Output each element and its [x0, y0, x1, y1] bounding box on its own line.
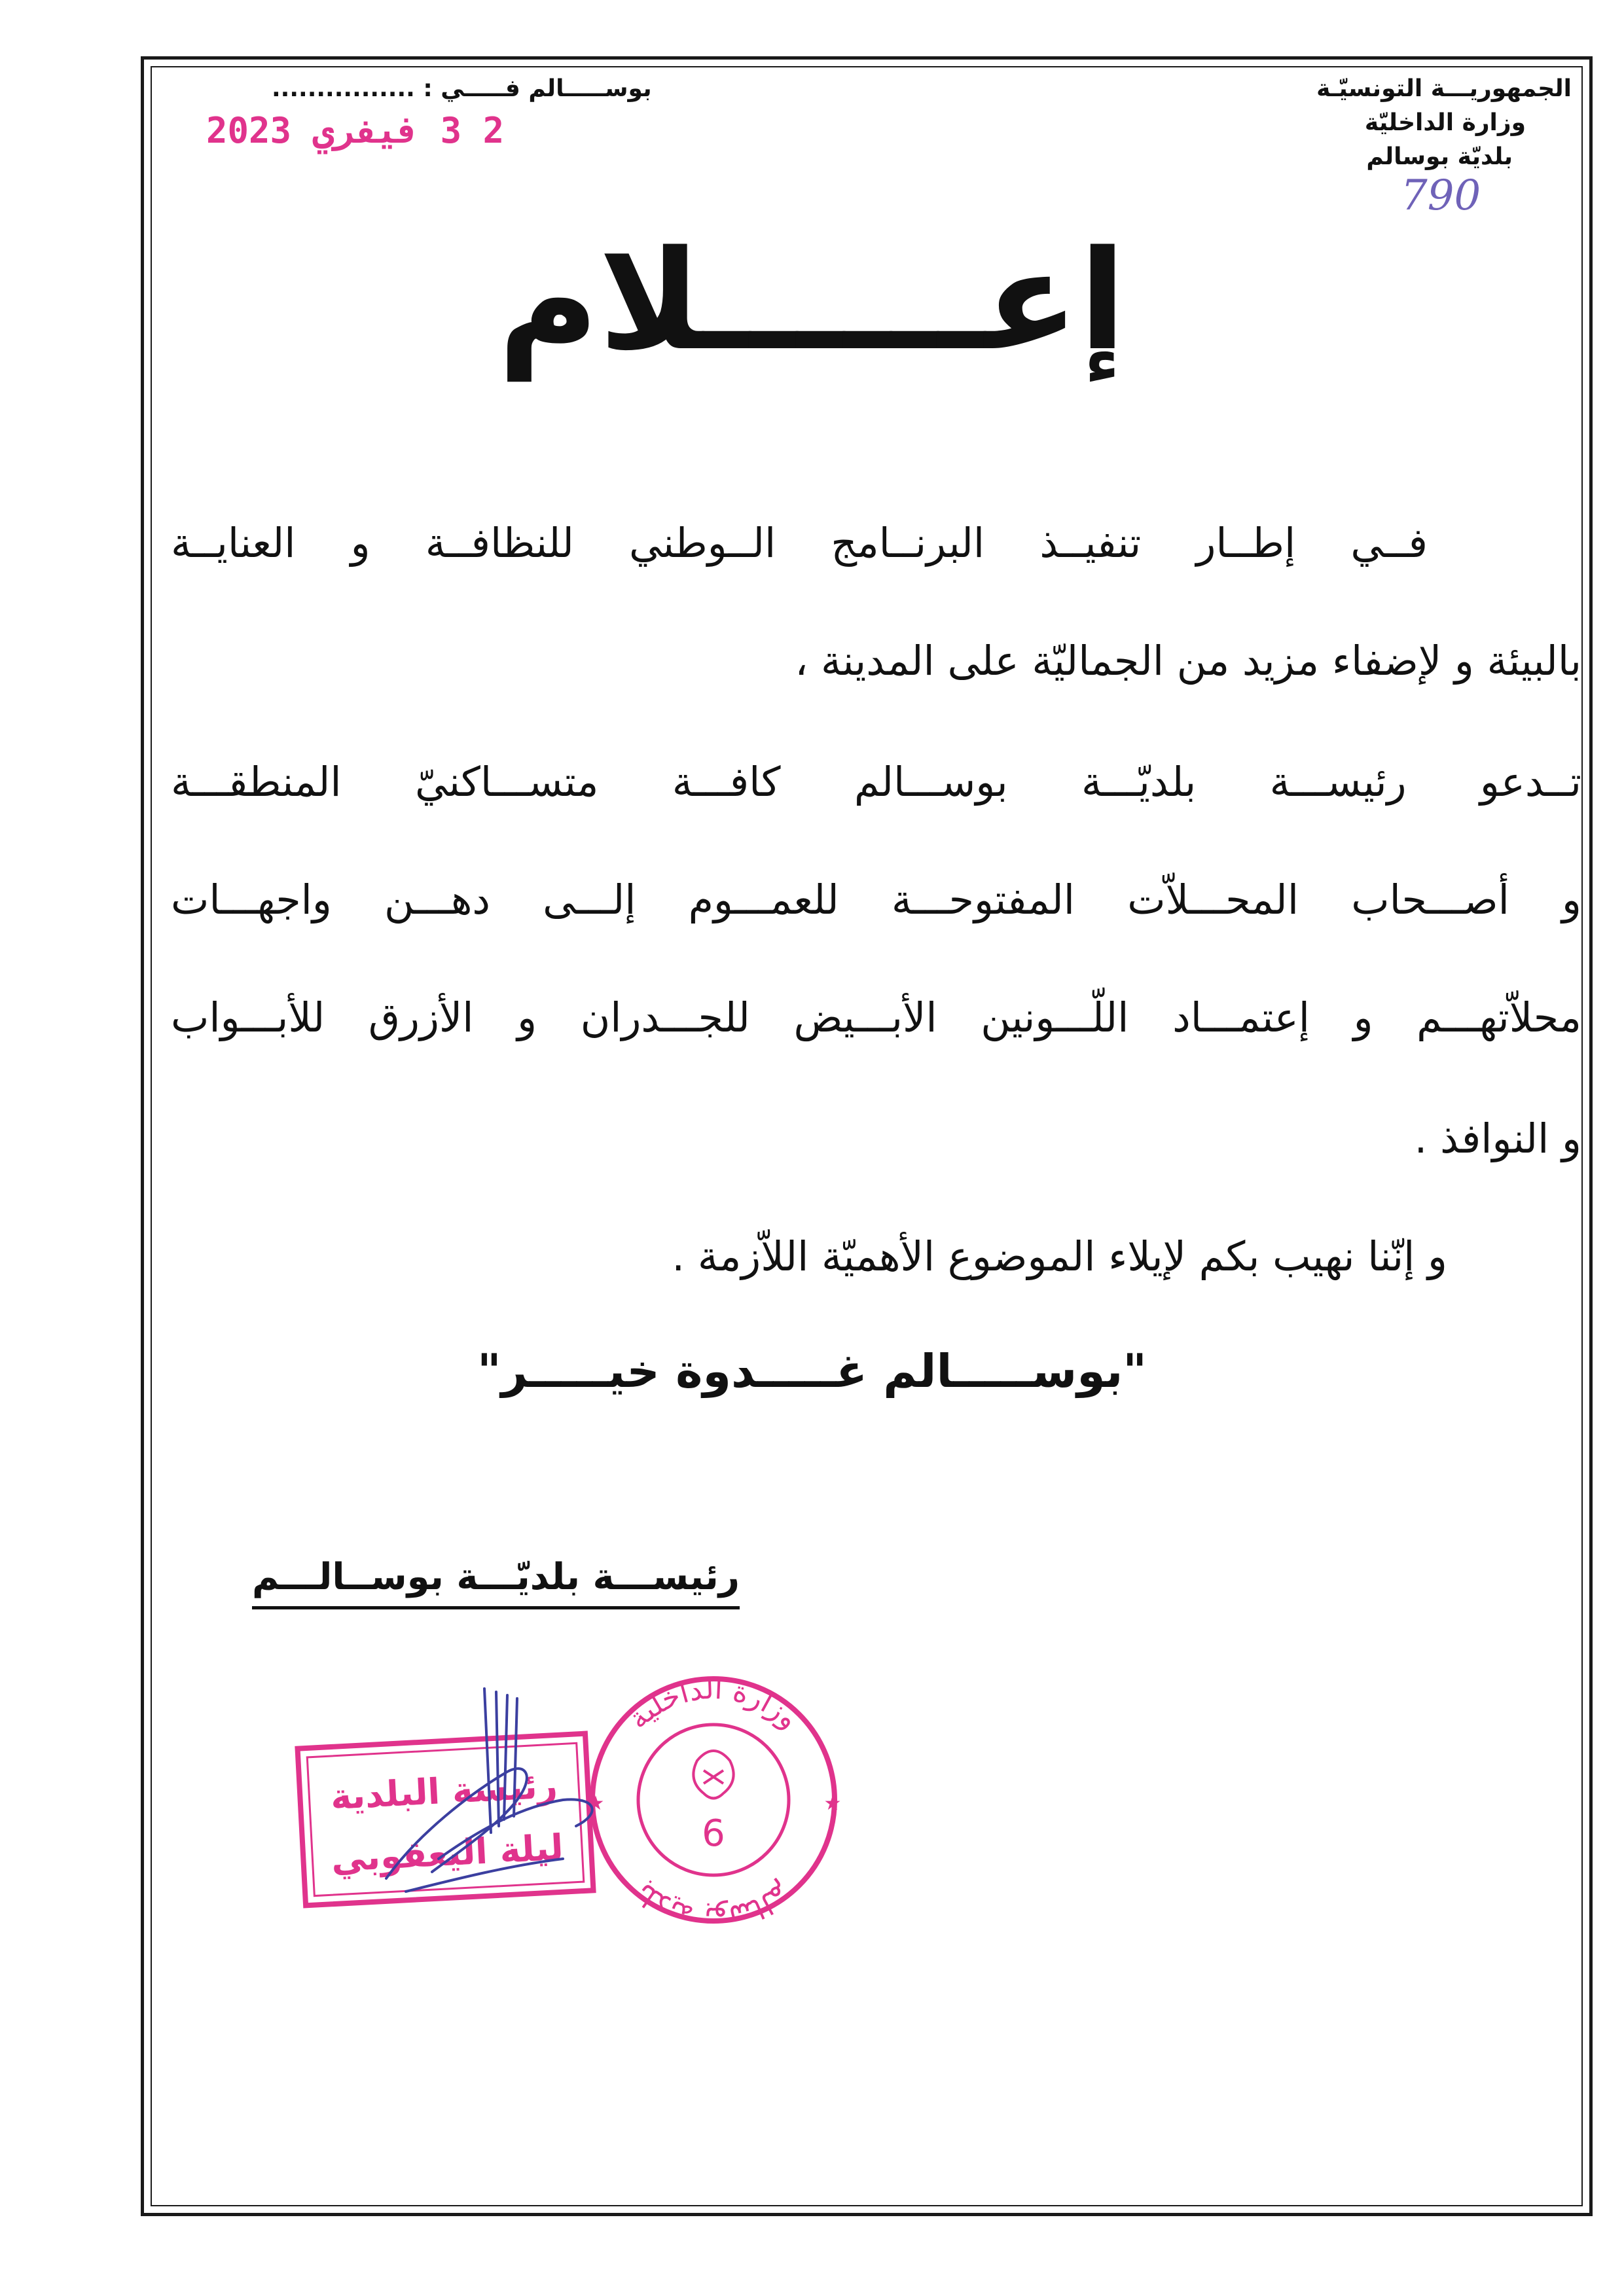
svg-text:بلدية بوسالم	[628, 1876, 797, 1935]
slogan: "بوســـــالم غـــــدوة خيـــــر"	[477, 1344, 1147, 1398]
official-stamps	[288, 1662, 864, 1964]
body-line-5: محلاّتهـــم و إعتمـــاد اللّـــونين الأبـــيض للجـــدران و الأزرق للأبـــواب	[171, 994, 1581, 1041]
body-line-7: و إنّنا نهيب بكم لإيلاء الموضوع الأهميّة اللاّزمة .	[672, 1232, 1447, 1280]
place-date-line: بوســـــالم فـــــي : ................	[272, 75, 652, 102]
rect-stamp-line1: رئيسة البلدية	[329, 1765, 559, 1818]
signature-title: رئيســـة بلديّـــة بوســالـــم	[252, 1551, 740, 1609]
body-line-3: تــدعو رئيســـة بلديّـــة بوســـالم كافـــة متســـاكنيّ المنطقـــة	[171, 758, 1581, 806]
date-stamp	[206, 110, 504, 151]
rect-stamp-line2: ليلة اليعقوبي	[330, 1826, 565, 1880]
coat-of-arms-icon	[693, 1751, 733, 1799]
star-icon-left: ★	[586, 1792, 605, 1815]
letterhead-municipality: بلديّة بوسالم	[1366, 143, 1513, 170]
date-stamp-day: 2 3	[440, 110, 505, 151]
round-stamp	[587, 1672, 842, 1934]
letterhead-country: الجمهوريـــة التونسيّـة	[1316, 75, 1572, 102]
rectangular-stamp	[298, 1734, 594, 1906]
letterhead-ministry: وزارة الداخليّة	[1364, 109, 1526, 136]
body-line-4: و أصـــحاب المحـــلاّت المفتوحـــة للعمـــوم إلـــى دهـــن واجهـــات	[171, 876, 1581, 924]
date-stamp-year: 2023	[206, 110, 292, 151]
star-icon-right: ★	[823, 1792, 842, 1815]
date-stamp-month: فيفري	[312, 110, 420, 151]
round-stamp-top-text: وزارة الداخلية	[621, 1672, 806, 1736]
letterhead	[1271, 72, 1572, 174]
document-title: إعــــــلام	[497, 221, 1127, 381]
body-line-2: بالبيئة و لإضفاء مزيد من الجماليّة على المدينة ،	[795, 637, 1581, 685]
reference-number: 790	[1401, 171, 1481, 220]
body-line-1: فــي إطــار تنفيــذ البرنــامج الــوطني للنظافــة و العنايــة	[171, 519, 1428, 567]
round-stamp-bottom-text: بلدية بوسالم	[628, 1876, 798, 1935]
round-stamp-number: 6	[702, 1812, 725, 1855]
body-line-6: و النوافذ .	[1414, 1115, 1581, 1162]
